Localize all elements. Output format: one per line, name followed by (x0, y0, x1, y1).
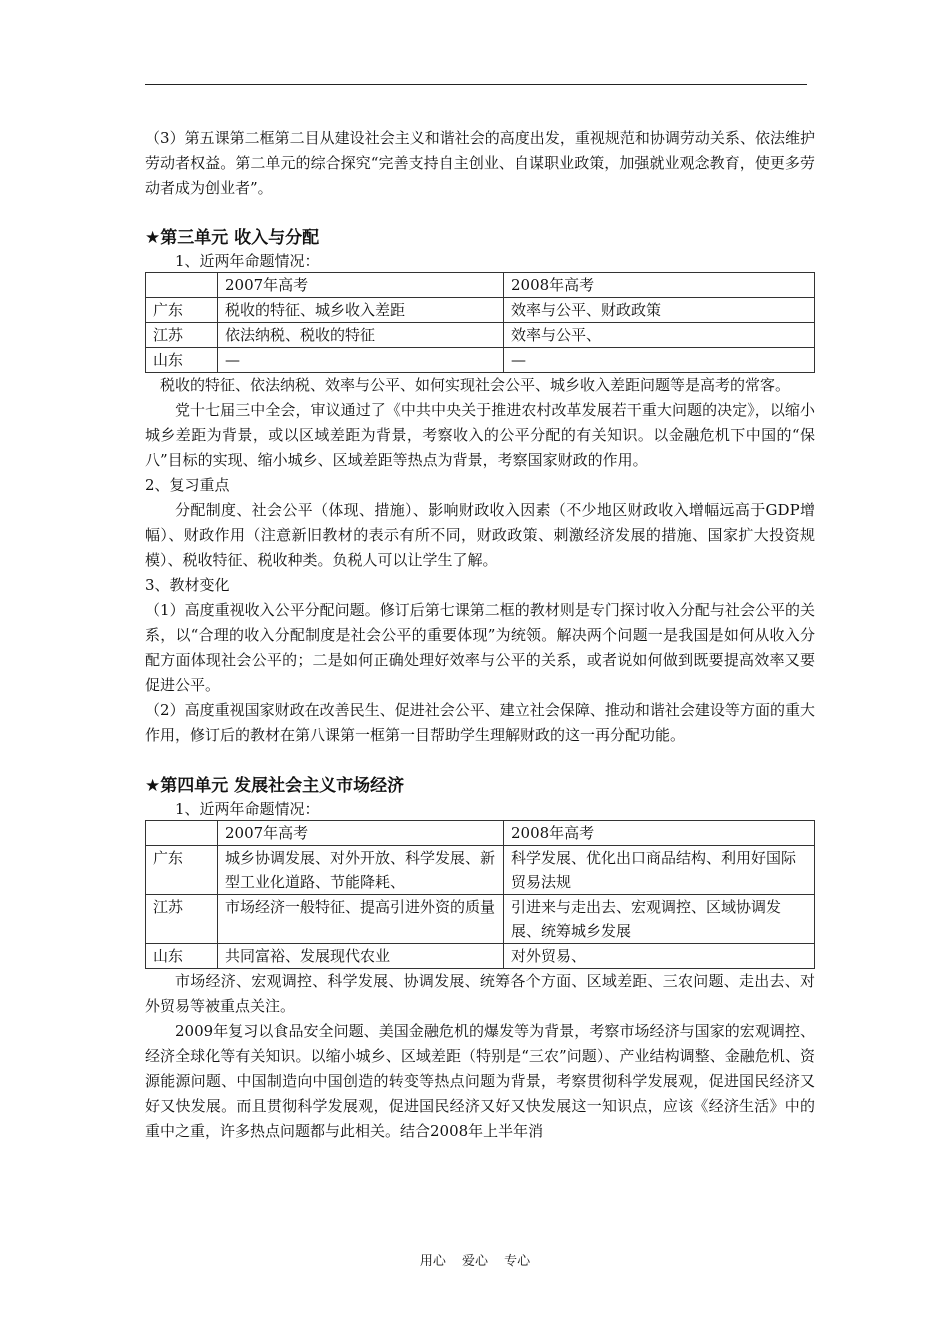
unit3-exam-table (145, 272, 815, 373)
unit3-paragraph-1: 税收的特征、依法纳税、效率与公平、如何实现社会公平、城乡收入差距问题等是高考的常客。 (160, 376, 791, 394)
table-header-row (146, 821, 815, 846)
table-header-row (146, 273, 815, 298)
table-row (146, 323, 815, 348)
table-cell: 对外贸易、 (504, 944, 815, 969)
document-body (145, 126, 815, 1144)
intro-paragraph: （3）第五课第二框第二目从建设社会主义和谐社会的高度出发，重视规范和协调劳动关系、依法维护劳动者权益。第二单元的综合探究“完善支持自主创业、自谋职业政策，加强就业观念教育，使更多劳动者成为创业者”。 (145, 129, 815, 197)
unit4-exam-table (145, 820, 815, 969)
table-cell: 引进来与走出去、宏观调控、区域协调发展、统筹城乡发展 (504, 895, 815, 944)
table-cell: 共同富裕、发展现代农业 (218, 944, 504, 969)
table-cell: 江苏 (146, 895, 218, 944)
table-header-cell (146, 821, 218, 846)
table-row (146, 348, 815, 373)
table-row (146, 846, 815, 895)
table-cell: 广东 (146, 846, 218, 895)
table-cell: 广东 (146, 298, 218, 323)
table-row (146, 298, 815, 323)
table-cell: 效率与公平、财政政策 (504, 298, 815, 323)
table-cell: — (504, 348, 815, 373)
table-header-cell (146, 273, 218, 298)
unit3-paragraph-2: 党十七届三中全会，审议通过了《中共中央关于推进农村改革发展若干重大问题的决定》，以缩小城乡差距为背景，或以区域差距为背景，考察收入的公平分配的有关知识。以金融危机下中国的“保八”目标的实现、缩小城乡、区域差距等热点为背景，考察国家财政的作用。 (145, 401, 815, 469)
table-cell: 市场经济一般特征、提高引进外资的质量 (218, 895, 504, 944)
table-header-cell: 2008年高考 (504, 821, 815, 846)
unit4-heading: ★第四单元 发展社会主义市场经济 (145, 776, 405, 796)
page-footer: 用心 爱心 专心 (419, 1254, 531, 1269)
table-row (146, 895, 815, 944)
table-cell: 江苏 (146, 323, 218, 348)
table-cell: — (218, 348, 504, 373)
unit4-paragraph-1: 市场经济、宏观调控、科学发展、协调发展、统筹各个方面、区域差距、三农问题、走出去、对外贸易等被重点关注。 (145, 972, 815, 1015)
unit3-paragraph-5: （2）高度重视国家财政在改善民生、促进社会公平、建立社会保障、推动和谐社会建设等方面的重大作用，修订后的教材在第八课第一框第一目帮助学生理解财政的这一再分配功能。 (145, 701, 815, 744)
table-header-cell: 2007年高考 (218, 273, 504, 298)
table-cell: 效率与公平、 (504, 323, 815, 348)
table-cell: 科学发展、优化出口商品结构、利用好国际贸易法规 (504, 846, 815, 895)
table-cell: 山东 (146, 348, 218, 373)
unit4-paragraph-2: 2009年复习以食品安全问题、美国金融危机的爆发等为背景，考察市场经济与国家的宏观调控、经济全球化等有关知识。以缩小城乡、区域差距（特别是“三农”问题）、产业结构调整、金融危机、资源能源问题、中国制造向中国创造的转变等热点问题为背景，考察贯彻科学发展观，促进国民经济又好又快发展。而且贯彻科学发展观，促进国民经济又好又快发展这一知识点，应该《经济生活》中的重中之重，许多热点问题都与此相关。结合2008年上半年消 (145, 1022, 815, 1140)
unit3-paragraph-4: （1）高度重视收入公平分配问题。修订后第七课第二框的教材则是专门探讨收入分配与社会公平的关系，以“合理的收入分配制度是社会公平的重要体现”为统领。解决两个问题一是我国是如何从收入分配方面体现社会公平的；二是如何正确处理好效率与公平的关系，或者说如何做到既要提高效率又要促进公平。 (145, 601, 815, 694)
header-rule (145, 84, 807, 85)
unit3-subheading-2: 2、复习重点 (145, 476, 230, 494)
table-row (146, 944, 815, 969)
unit4-subheading-1: 1、近两年命题情况： (175, 800, 320, 818)
table-cell: 依法纳税、税收的特征 (218, 323, 504, 348)
unit3-paragraph-3: 分配制度、社会公平（体现、措施）、影响财政收入因素（不少地区财政收入增幅远高于GDP增幅）、财政作用（注意新旧教材的表示有所不同，财政政策、刺激经济发展的措施、国家扩大投资规模）、税收特征、税收种类。负税人可以让学生了解。 (145, 501, 815, 569)
table-header-cell: 2008年高考 (504, 273, 815, 298)
table-cell: 城乡协调发展、对外开放、科学发展、新型工业化道路、节能降耗、 (218, 846, 504, 895)
unit3-heading: ★第三单元 收入与分配 (145, 228, 320, 248)
table-header-cell: 2007年高考 (218, 821, 504, 846)
table-cell: 税收的特征、城乡收入差距 (218, 298, 504, 323)
table-cell: 山东 (146, 944, 218, 969)
unit3-subheading-3: 3、教材变化 (145, 576, 230, 594)
unit3-subheading-1: 1、近两年命题情况： (175, 252, 320, 270)
